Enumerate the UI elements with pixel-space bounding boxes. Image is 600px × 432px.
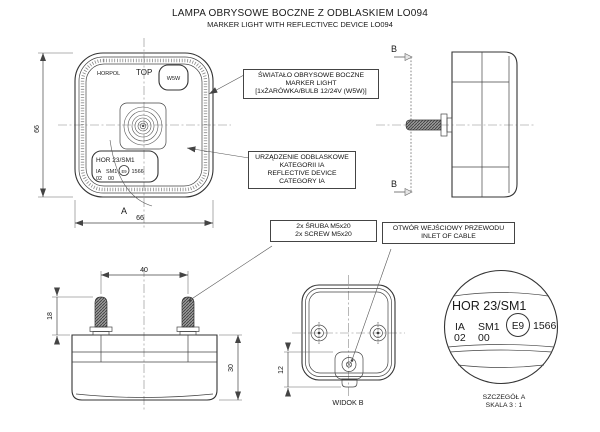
brand-label: HORPOL bbox=[97, 71, 121, 77]
marking-approval-number: 1566 bbox=[131, 169, 144, 175]
bottom-body-outline bbox=[72, 335, 217, 400]
stud-right-washer bbox=[177, 327, 199, 332]
detail-row2b: 00 bbox=[478, 332, 490, 344]
callout-reflective-device bbox=[248, 151, 356, 189]
back-view bbox=[278, 249, 405, 407]
dim-width-value: 66 bbox=[136, 215, 144, 222]
detail-view bbox=[445, 271, 558, 410]
callout-marker-light bbox=[243, 69, 379, 99]
callout-marker-light-line2: MARKER LIGHT bbox=[285, 80, 337, 87]
bulb-type-label: W5W bbox=[166, 76, 181, 82]
marking-row2b: 00 bbox=[108, 176, 115, 182]
detail-category: IA bbox=[455, 321, 465, 333]
leader-marker-light bbox=[209, 75, 244, 94]
back-view-caption: WIDOK B bbox=[332, 398, 364, 407]
side-body-outline bbox=[452, 52, 517, 197]
stud-left-thread bbox=[95, 297, 107, 327]
detail-e-mark: E9 bbox=[511, 321, 525, 332]
leader-screws bbox=[190, 246, 272, 300]
dim-body-height-value: 30 bbox=[228, 364, 235, 372]
callout-marker-light-line1: ŚWIATAŁO OBRYSOWE BOCZNE bbox=[257, 72, 365, 79]
callout-screws-line2: 2x SCREW M5x20 bbox=[295, 231, 352, 238]
title-line-1: LAMPA OBRYSOWE BOCZNE Z ODBLASKIEM LO094 bbox=[171, 8, 429, 19]
dim-height-value: 66 bbox=[34, 125, 41, 133]
cable-inlet-boss bbox=[335, 352, 363, 379]
section-label-b-bottom: B bbox=[391, 179, 398, 189]
leader-reflective-device bbox=[187, 148, 249, 158]
callout-inlet-line1: OTWÓR WEJŚCIOWY PRZEWODU bbox=[392, 225, 505, 232]
front-lens-center-dot bbox=[142, 125, 144, 127]
front-view bbox=[34, 38, 249, 228]
callout-screws bbox=[270, 220, 377, 242]
marking-model: HOR 23/SM1 bbox=[96, 157, 135, 164]
marking-e-mark: E9 bbox=[121, 168, 127, 174]
stud-right-thread bbox=[182, 297, 194, 327]
detail-approval-number: 1566 bbox=[533, 320, 557, 332]
callout-reflective-line1: URZĄDZENIE ODBLASKOWE bbox=[255, 154, 349, 161]
detail-caption-scale: SKALA 3 : 1 bbox=[485, 402, 523, 409]
detail-model: HOR 23/SM1 bbox=[452, 299, 527, 313]
callout-cable-inlet bbox=[382, 222, 515, 244]
callout-reflective-line4: CATEGORY IA bbox=[279, 178, 325, 185]
callout-reflective-line3: REFLECTIVE DEVICE bbox=[267, 170, 337, 177]
detail-caption-title: SZCZEGÓŁ A bbox=[482, 394, 526, 401]
bottom-view bbox=[47, 246, 272, 410]
detail-row2a: 02 bbox=[454, 332, 466, 344]
callout-reflective-line2: KATEGORII IA bbox=[279, 162, 325, 169]
stud-left-washer bbox=[90, 327, 112, 332]
marking-row2a: 02 bbox=[96, 176, 103, 182]
detail-code: SM1 bbox=[478, 321, 500, 333]
section-arrow-top bbox=[405, 54, 412, 61]
leader-cable-inlet bbox=[352, 249, 391, 360]
dim-stud-spacing-value: 40 bbox=[140, 267, 148, 274]
section-label-b-top: B bbox=[391, 44, 398, 54]
title-line-2: MARKER LIGHT WITH REFLECTIVEC DEVICE LO094 bbox=[207, 20, 393, 29]
top-orientation-label: TOP bbox=[136, 68, 153, 77]
detail-a-marker: A bbox=[121, 206, 128, 216]
callout-screws-line1: 2x ŚRUBA M5x20 bbox=[296, 223, 351, 230]
marking-code: SM1 bbox=[106, 169, 118, 175]
side-view bbox=[376, 44, 534, 197]
dim-stud-height-value: 18 bbox=[47, 312, 54, 320]
dim-inlet-value: 12 bbox=[278, 366, 285, 374]
callout-inlet-line2: INLET OF CABLE bbox=[421, 233, 476, 240]
section-arrow-bottom bbox=[405, 189, 412, 196]
marking-category: IA bbox=[96, 169, 102, 175]
callout-marker-light-line3: [1xŻARÓWKA/BULB 12/24V (W5W)] bbox=[255, 88, 367, 95]
